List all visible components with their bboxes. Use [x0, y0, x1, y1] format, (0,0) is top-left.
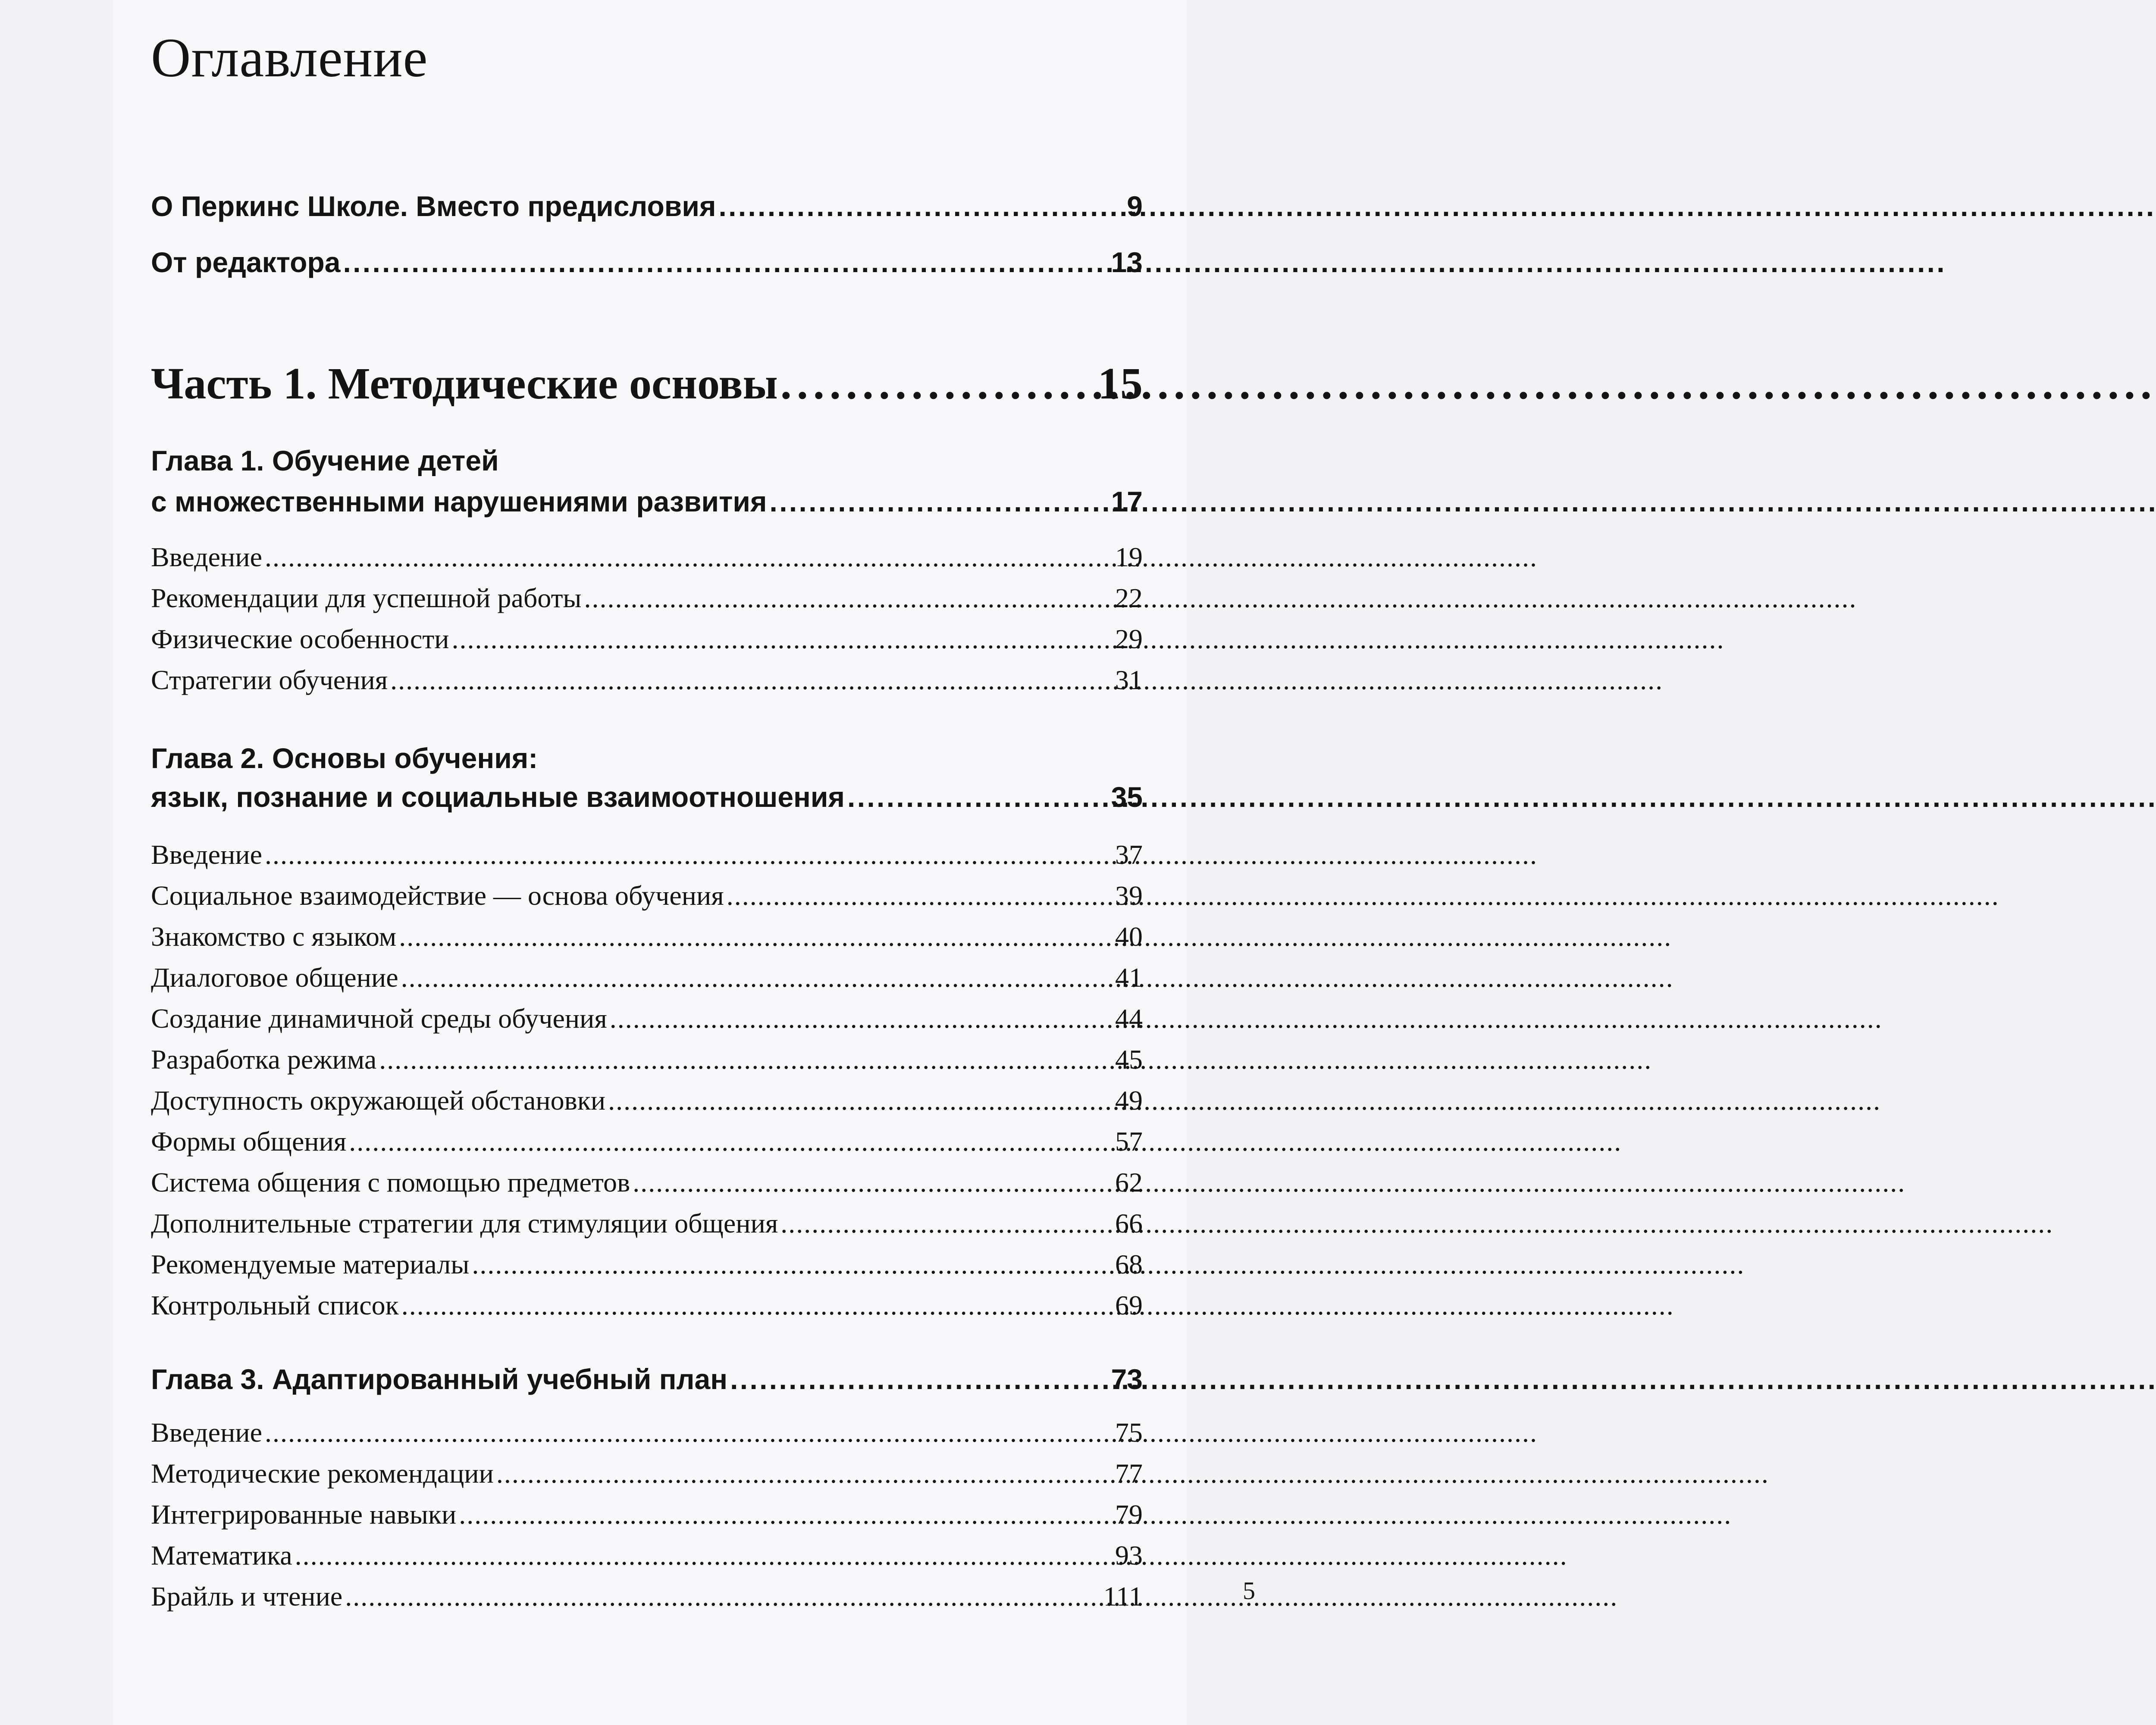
toc-entry-page: 77 — [1115, 1458, 1143, 1489]
toc-entry-label: Введение — [151, 839, 262, 870]
leader-dots — [608, 1085, 1112, 1117]
chapter-title-line2: с множественными нарушениями развития — [151, 486, 767, 518]
toc-entry[interactable] — [151, 1248, 1143, 1280]
chapter-page: 35 — [1111, 781, 1143, 813]
toc-entry-page: 69 — [1115, 1290, 1143, 1320]
toc-entry[interactable] — [151, 1044, 1143, 1076]
toc-entry-page: 40 — [1115, 921, 1143, 952]
leader-dots — [265, 1417, 1112, 1449]
toc-entry[interactable] — [151, 1085, 1143, 1117]
toc-entry-label: Введение — [151, 542, 262, 572]
toc-entry-label: Знакомство с языком — [151, 921, 397, 952]
toc-entry-label: Создание динамичной среды обучения — [151, 1003, 607, 1034]
leader-dots — [349, 1126, 1112, 1157]
leader-dots — [265, 839, 1112, 871]
toc-entry-label: Разработка режима — [151, 1044, 377, 1075]
toc-entry[interactable] — [151, 582, 1143, 614]
toc-entry-label: Дополнительные стратегии для стимуляции общения — [151, 1208, 778, 1239]
leader-dots — [780, 358, 1095, 409]
leader-dots — [399, 921, 1112, 953]
toc-entry-page: 75 — [1115, 1417, 1143, 1448]
toc-entry-label: Методические рекомендации — [151, 1458, 494, 1489]
leader-dots — [452, 623, 1112, 655]
leader-dots — [345, 1581, 1101, 1612]
toc-entry[interactable] — [151, 664, 1143, 696]
toc-entry-label: Математика — [151, 1540, 292, 1571]
leader-dots — [472, 1248, 1112, 1280]
leader-dots — [584, 582, 1112, 614]
leader-dots — [718, 190, 1124, 223]
book-page — [113, 0, 1255, 1725]
toc-entry-page: 41 — [1115, 962, 1143, 993]
toc-entry[interactable] — [151, 1167, 1143, 1198]
toc-entry-page: 13 — [1111, 246, 1143, 278]
leader-dots — [730, 1363, 1108, 1396]
toc-part-1[interactable] — [151, 358, 1143, 409]
toc-entry-page: 79 — [1115, 1499, 1143, 1530]
toc-entry[interactable] — [151, 541, 1143, 573]
toc-entry-page: 19 — [1115, 542, 1143, 572]
toc-entry-editor[interactable] — [151, 246, 1143, 279]
chapter-1-title-line1[interactable]: Глава 1. Обучение детей — [151, 445, 499, 477]
toc-entry-label: Социальное взаимодействие — основа обучения — [151, 880, 724, 911]
part-page: 15 — [1098, 359, 1143, 408]
toc-entry-page: 39 — [1115, 880, 1143, 911]
toc-entry-label: Брайль и чтение — [151, 1581, 343, 1612]
toc-entry[interactable] — [151, 623, 1143, 655]
toc-entry-page: 44 — [1115, 1003, 1143, 1034]
toc-entry[interactable] — [151, 1003, 1143, 1035]
toc-entry-preface[interactable] — [151, 190, 1143, 223]
toc-entry-page: 29 — [1115, 624, 1143, 654]
toc-entry[interactable] — [151, 962, 1143, 994]
toc-entry-label: Рекомендуемые материалы — [151, 1249, 470, 1280]
toc-entry[interactable] — [151, 839, 1143, 871]
toc-entry[interactable] — [151, 1499, 1143, 1531]
toc-entry-page: 31 — [1115, 665, 1143, 695]
toc-entry-page: 37 — [1115, 839, 1143, 870]
leader-dots — [265, 541, 1112, 573]
leader-dots — [343, 246, 1108, 279]
toc-entry[interactable] — [151, 880, 1143, 912]
toc-entry-page: 9 — [1127, 190, 1143, 222]
toc-entry-page: 111 — [1103, 1581, 1143, 1612]
toc-entry-page: 66 — [1115, 1208, 1143, 1239]
toc-entry-label: Стратегии обучения — [151, 665, 388, 695]
toc-entry-page: 57 — [1115, 1126, 1143, 1157]
toc-chapter-1[interactable] — [151, 485, 1143, 518]
leader-dots — [496, 1458, 1112, 1490]
toc-entry-label: Введение — [151, 1417, 262, 1448]
toc-entry[interactable] — [151, 1458, 1143, 1490]
leader-dots — [847, 781, 1109, 813]
toc-entry-label: Контрольный список — [151, 1290, 399, 1320]
chapter-2-title-line1[interactable]: Глава 2. Основы обучения: — [151, 742, 538, 774]
leader-dots — [295, 1540, 1112, 1571]
toc-entry-page: 62 — [1115, 1167, 1143, 1198]
toc-entry-page: 93 — [1115, 1540, 1143, 1571]
toc-entry[interactable] — [151, 1417, 1143, 1449]
leader-dots — [459, 1499, 1112, 1531]
toc-entry-page: 68 — [1115, 1249, 1143, 1280]
toc-entry-label: Интегрированные навыки — [151, 1499, 457, 1530]
leader-dots — [770, 485, 1109, 518]
toc-entry[interactable] — [151, 1540, 1143, 1571]
leader-dots — [610, 1003, 1112, 1035]
toc-chapter-3[interactable] — [151, 1363, 1143, 1396]
toc-entry-page: 49 — [1115, 1085, 1143, 1116]
leader-dots — [727, 880, 1112, 912]
toc-entry[interactable] — [151, 1581, 1143, 1612]
toc-entry-label: Доступность окружающей обстановки — [151, 1085, 606, 1116]
toc-entry-page: 45 — [1115, 1044, 1143, 1075]
leader-dots — [401, 962, 1112, 994]
toc-entry[interactable] — [151, 921, 1143, 953]
leader-dots — [633, 1167, 1112, 1198]
toc-entry-label: От редактора — [151, 246, 341, 278]
part-label: Часть 1. Методические основы — [151, 359, 778, 408]
toc-entry[interactable] — [151, 1208, 1143, 1239]
toc-entry[interactable] — [151, 1289, 1143, 1321]
toc-entry-label: Рекомендации для успешной работы — [151, 583, 582, 613]
chapter-page: 73 — [1111, 1363, 1143, 1395]
toc-entry-label: О Перкинс Школе. Вместо предисловия — [151, 190, 716, 222]
toc-entry[interactable] — [151, 1126, 1143, 1157]
leader-dots — [401, 1289, 1112, 1321]
chapter-title: Глава 3. Адаптированный учебный план — [151, 1363, 728, 1395]
leader-dots — [379, 1044, 1112, 1076]
page-number: 5 — [1243, 1577, 1255, 1605]
chapter-title-line2: язык, познание и социальные взаимоотношения — [151, 781, 845, 813]
toc-chapter-2[interactable] — [151, 781, 1143, 813]
leader-dots — [390, 664, 1112, 696]
toc-entry-label: Система общения с помощью предметов — [151, 1167, 630, 1198]
leader-dots — [780, 1208, 1112, 1239]
toc-entry-label: Диалоговое общение — [151, 962, 398, 993]
toc-entry-label: Физические особенности — [151, 624, 449, 654]
toc-entry-page: 22 — [1115, 583, 1143, 613]
toc-entry-label: Формы общения — [151, 1126, 347, 1157]
page-title: Оглавление — [151, 27, 428, 88]
chapter-page: 17 — [1111, 486, 1143, 518]
